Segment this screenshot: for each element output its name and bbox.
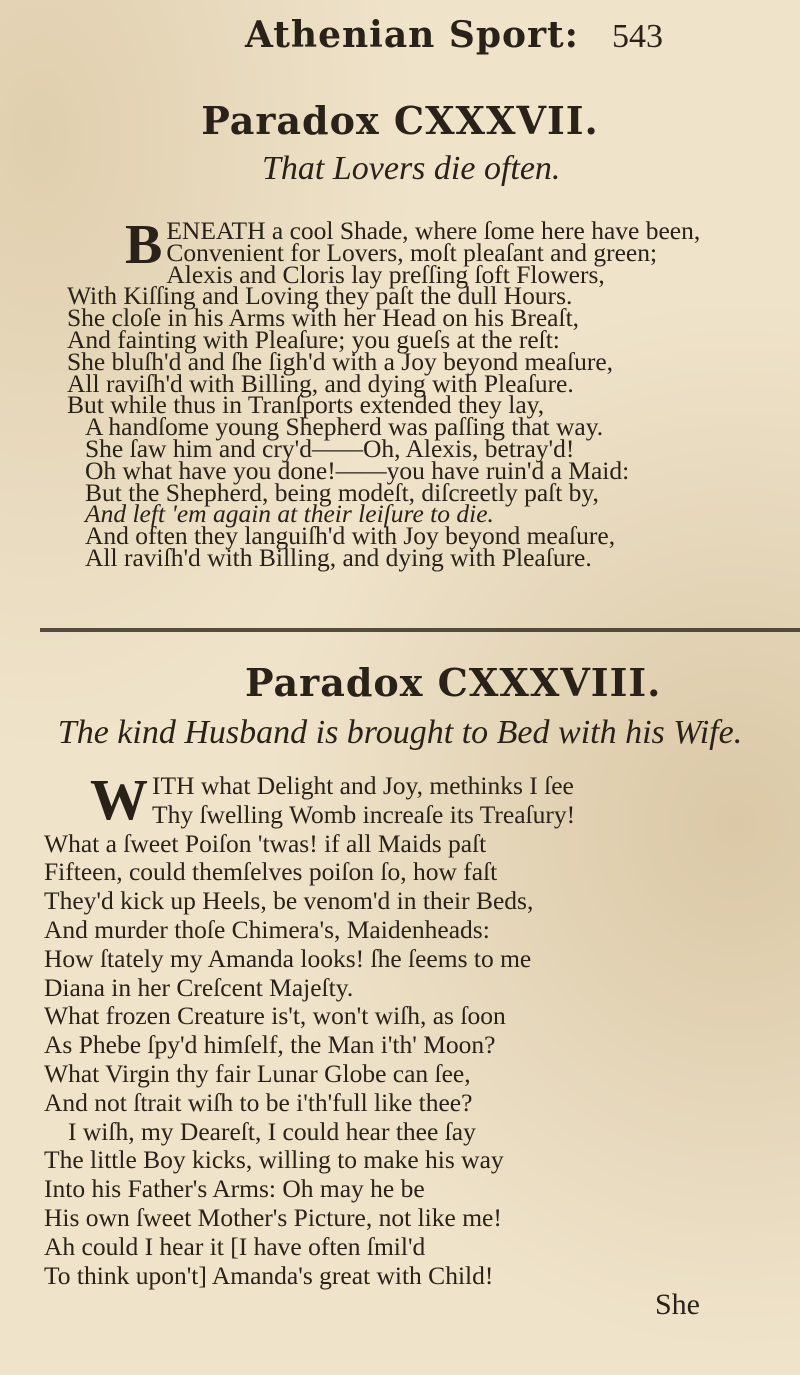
- poem-line: All raviſh'd with Billing, and dying with Pleaſure.: [67, 368, 574, 398]
- poem-line: And fainting with Pleaſure; you gueſs at the reſt:: [67, 324, 560, 354]
- paradox-137-subtitle: That Lovers die often.: [262, 150, 561, 187]
- poem-line: They'd kick up Heels, be venom'd in their Beds,: [44, 886, 534, 916]
- poem-line: As Phebe ſpy'd himſelf, the Man i'th' Moon?: [44, 1030, 496, 1060]
- poem-line: But while thus in Tranſports extended they lay,: [67, 390, 545, 420]
- poem-line: I wiſh, my Deareſt, I could hear thee ſay: [68, 1116, 476, 1146]
- poem-line: And not ſtrait wiſh to be i'th'full like thee?: [44, 1087, 473, 1117]
- running-head: [0, 8, 800, 68]
- poem-line: She bluſh'd and ſhe ſigh'd with a Joy beyond meaſure,: [67, 346, 614, 376]
- poem-line: All raviſh'd with Billing, and dying with Pleaſure.: [85, 542, 592, 572]
- paradox-137-title: Paradox CXXXVII.: [201, 98, 599, 143]
- poem-line: Thy ſwelling Womb increaſe its Treaſury!: [152, 799, 576, 829]
- poem-line: The little Boy kicks, willing to make his way: [44, 1145, 504, 1175]
- poem-line: How ſtately my Amanda looks! ſhe ſeems to me: [44, 943, 532, 973]
- catchword: She: [655, 1288, 700, 1321]
- poem-line: But the Shepherd, being modeſt, diſcreetly paſt by,: [85, 477, 599, 507]
- poem-line: She ſaw him and cry'd——Oh, Alexis, betray'd!: [85, 433, 575, 463]
- poem-line: A handſome young Shepherd was paſſing that way.: [85, 412, 604, 442]
- drop-cap: B: [125, 214, 163, 276]
- poem-line: Alexis and Cloris lay preſſing ſoft Flowers,: [166, 259, 605, 289]
- poem-line: Oh what have you done!——you have ruin'd a Maid:: [85, 455, 630, 485]
- poem-line: Ah could I hear it [I have often ſmil'd: [44, 1231, 426, 1261]
- poem-line: His own ſweet Mother's Picture, not like me!: [44, 1202, 502, 1232]
- poem-line: ENEATH a cool Shade, where ſome here have been,: [166, 216, 701, 245]
- poem-line: What Virgin thy fair Lunar Globe can ſee,: [44, 1058, 471, 1088]
- paradox-137-poem: [67, 214, 785, 572]
- poem-line: Convenient for Lovers, moſt pleaſant and green;: [166, 237, 658, 267]
- drop-cap: W: [90, 767, 148, 832]
- page-number: 543: [612, 18, 663, 55]
- paradox-138-subtitle: The kind Husband is brought to Bed with his Wife.: [57, 714, 743, 751]
- poem-line: What frozen Creature is't, won't wiſh, as ſoon: [44, 1001, 506, 1031]
- poem-line: ITH what Delight and Joy, methinks I ſee: [152, 771, 574, 800]
- poem-line: Fifteen, could themſelves poiſon ſo, how faſt: [44, 857, 498, 887]
- poem-line: What a ſweet Poiſon 'twas! if all Maids paſt: [44, 828, 487, 858]
- poem-line: And often they languiſh'd with Joy beyond meaſure,: [85, 521, 616, 551]
- paradox-138-title: Paradox CXXXVIII.: [245, 660, 662, 705]
- running-head-title: Athenian Sport:: [245, 14, 579, 56]
- poem-line: And murder thoſe Chimera's, Maidenheads:: [44, 914, 490, 944]
- poem-line: She cloſe in his Arms with her Head on his Breaſt,: [67, 303, 580, 333]
- section-divider: [40, 628, 800, 632]
- poem-line: And left 'em again at their leiſure to die.: [85, 499, 494, 529]
- poem-line: With Kiſſing and Loving they paſt the dull Hours.: [67, 281, 573, 311]
- poem-line: Diana in her Creſcent Majeſty.: [44, 972, 354, 1002]
- poem-line: To think upon't] Amanda's great with Child!: [44, 1260, 494, 1290]
- poem-line: Into his Father's Arms: Oh may he be: [44, 1174, 425, 1204]
- paradox-138-poem: [44, 767, 770, 1290]
